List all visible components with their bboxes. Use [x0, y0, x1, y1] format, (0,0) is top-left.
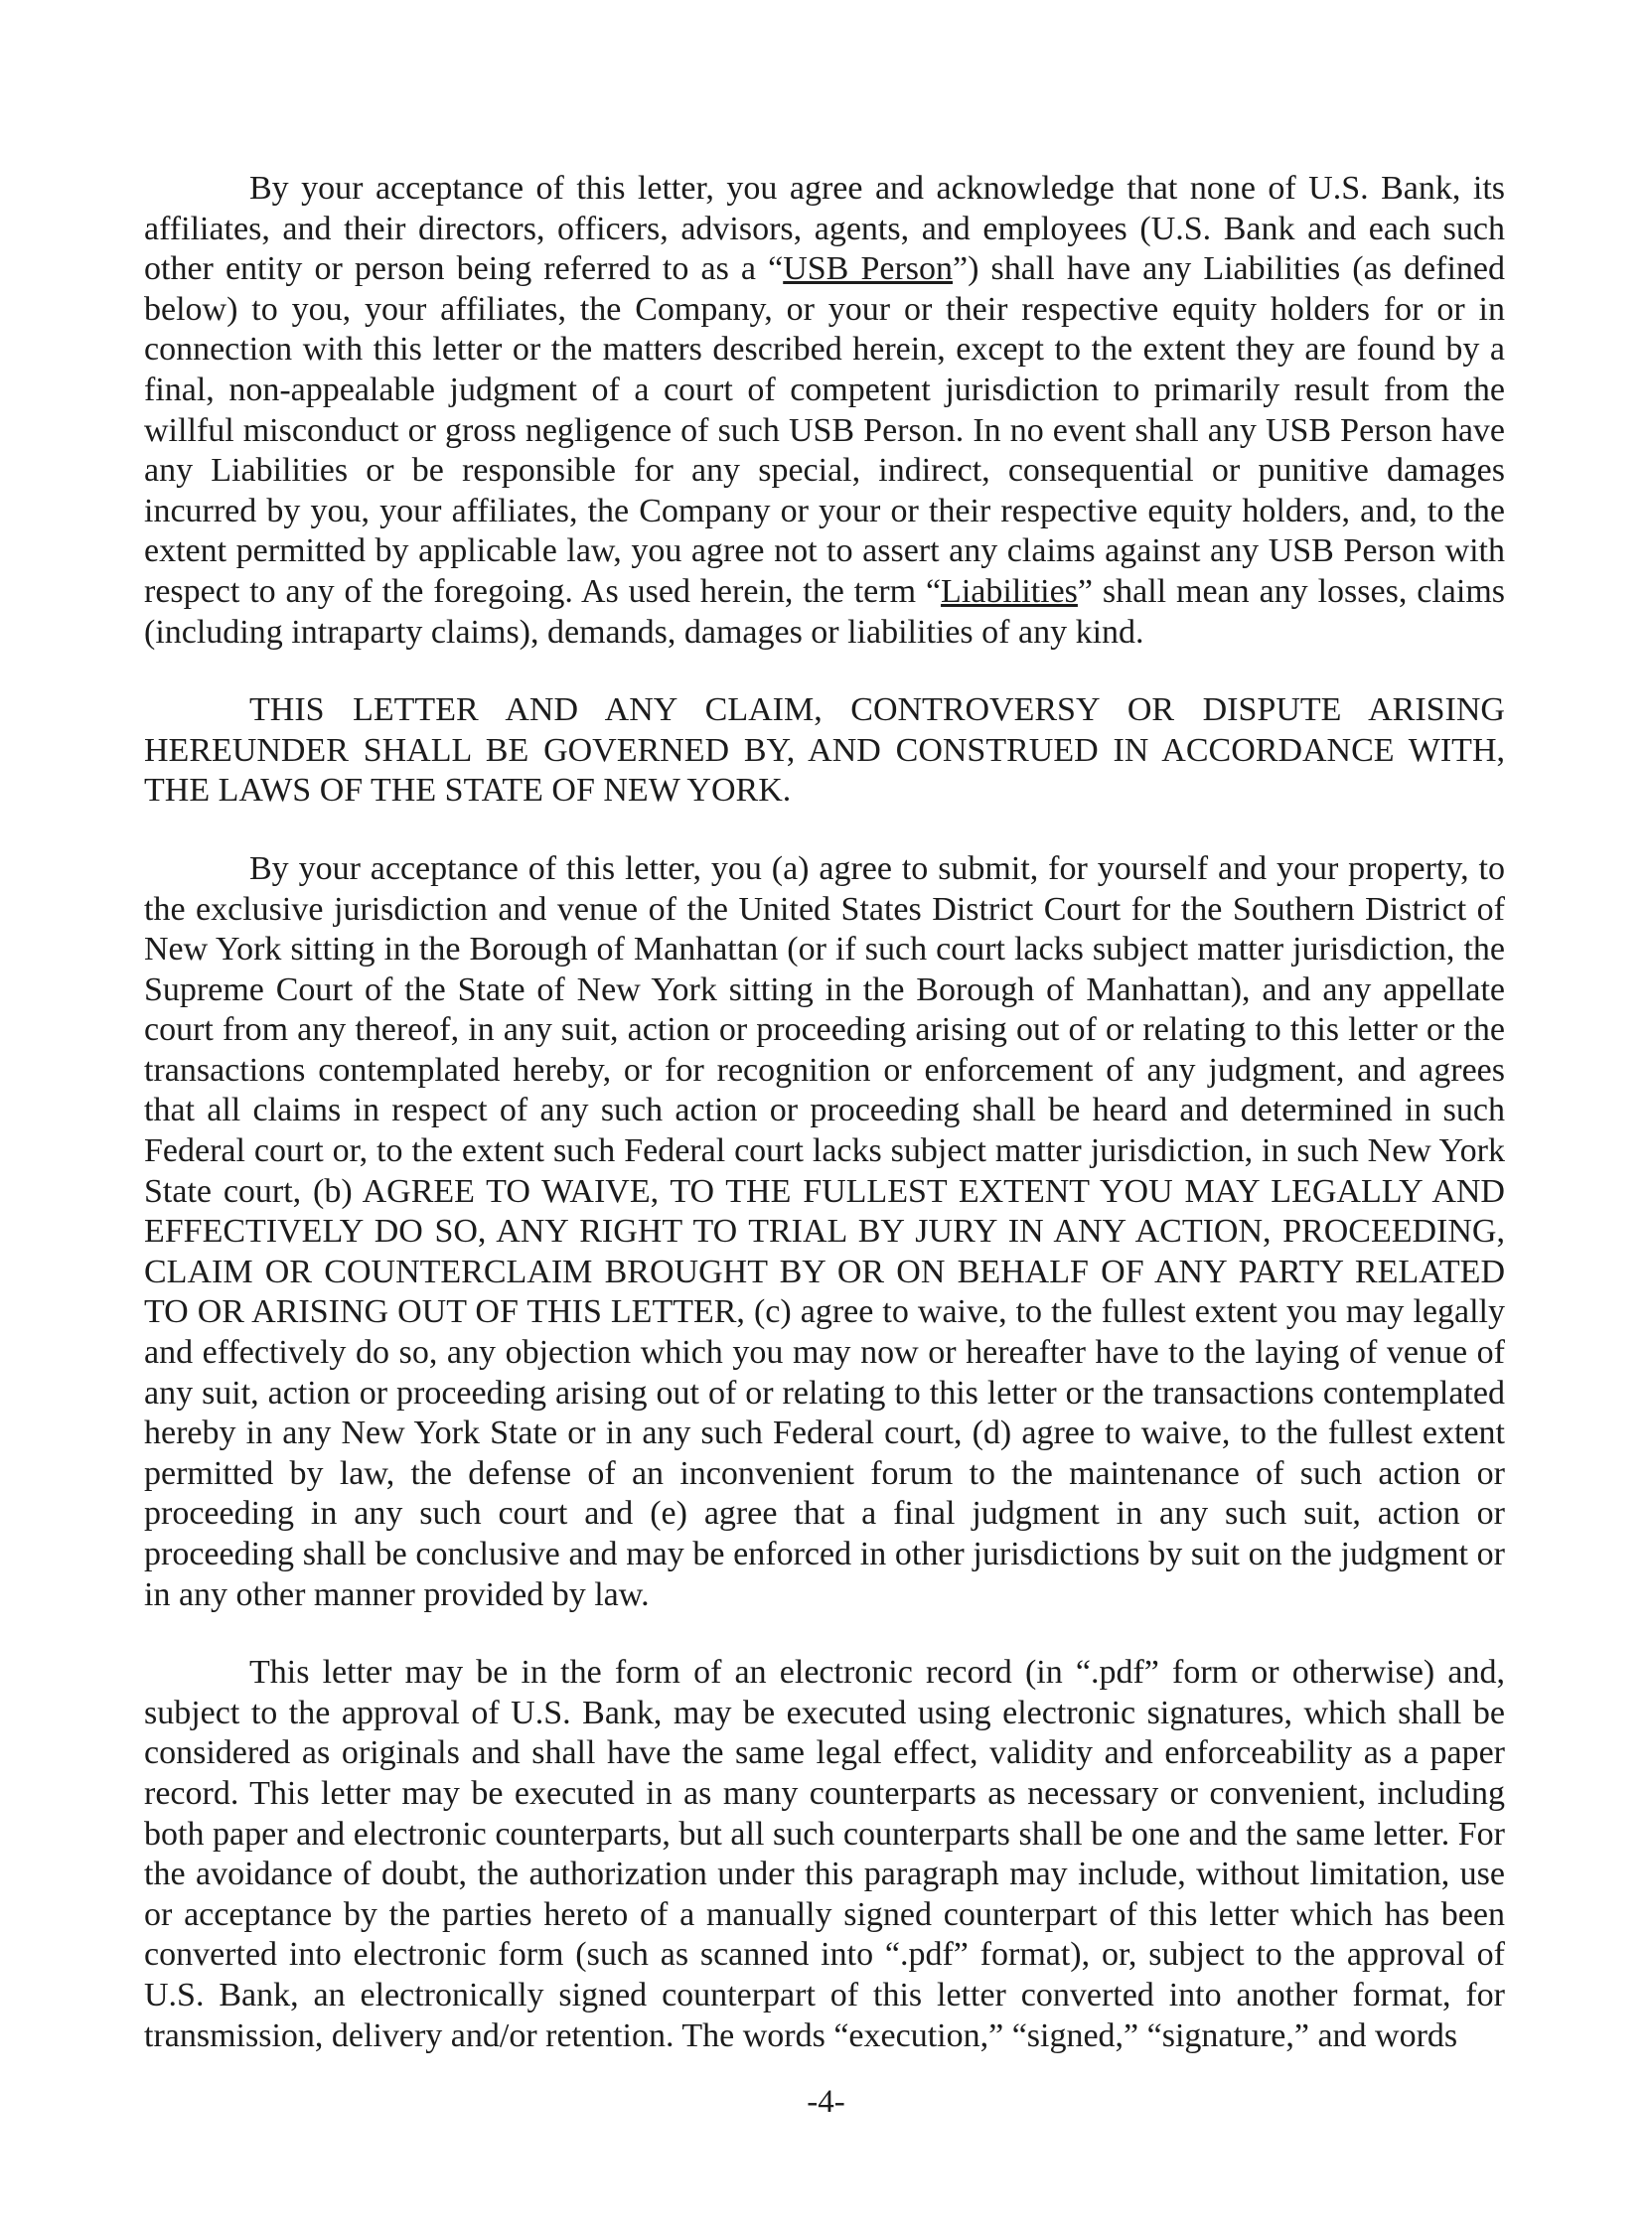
- paragraph-liability-text-b: ”) shall have any Liabilities (as defined below) to you, your affiliates, the Company, or your or their respective equity holders for or in connection with this letter or the matters described herein, except to the extent they are found by a final, non-appealable judgment of a court of competent jurisdiction to primarily result from the willful misconduct or gross negligence of such USB Person. In no event shall any USB Person have any Liabilities or be responsible for any special, indirect, consequential or punitive damages incurred by you, your affiliates, the Company or your or their respective equity holders, and, to the extent permitted by applicable law, you agree not to assert any claims against any USB Person with respect to any of the foregoing. As used herein, the term “: [144, 250, 1505, 610]
- defined-term-liabilities: Liabilities: [941, 572, 1078, 610]
- paragraph-liability-text-a: By your acceptance of this letter, you agree and acknowledge that none of U.S. Bank, its affiliates, and their directors, officers, advisors, agents, and employees (U.S. Bank and each such other entity or person being referred to as a “: [144, 170, 1505, 288]
- paragraph-governing-law: THIS LETTER AND ANY CLAIM, CONTROVERSY OR DISPUTE ARISING HEREUNDER SHALL BE GOVERNED BY, AND CONSTRUED IN ACCORDANCE WITH, THE LAWS OF THE STATE OF NEW YORK.: [144, 691, 1505, 810]
- defined-term-usb-person: USB Person: [783, 250, 954, 288]
- page-number: -4-: [807, 2084, 845, 2120]
- paragraph-electronic-record: This letter may be in the form of an electronic record (in “.pdf” form or otherwise) and, subject to the approval of U.S. Bank, may be executed using electronic signatures, which shall be considered as originals and shall have the same legal effect, validity and enforceability as a paper record. This letter may be executed in as many counterparts as necessary or convenient, including both paper and electronic counterparts, but all such counterparts shall be one and the same letter. For the avoidance of doubt, the authorization under this paragraph may include, without limitation, use or acceptance by the parties hereto of a manually signed counterpart of this letter which has been converted into electronic form (such as scanned into “.pdf” format), or, subject to the approval of U.S. Bank, an electronically signed counterpart of this letter converted into another format, for transmission, delivery and/or retention. The words “execution,” “signed,” “signature,” and words: [144, 1654, 1505, 2054]
- paragraph-jurisdiction: By your acceptance of this letter, you (a) agree to submit, for yourself and your property, to the exclusive jurisdiction and venue of the United States District Court for the Southern District of New York sitting in the Borough of Manhattan (or if such court lacks subject matter jurisdiction, the Supreme Court of the State of New York sitting in the Borough of Manhattan), and any appellate court from any thereof, in any suit, action or proceeding arising out of or relating to this letter or the transactions contemplated hereby, or for recognition or enforcement of any judgment, and agrees that all claims in respect of any such action or proceeding shall be heard and determined in such Federal court or, to the extent such Federal court lacks subject matter jurisdiction, in such New York State court, (b) AGREE TO WAIVE, TO THE FULLEST EXTENT YOU MAY LEGALLY AND EFFECTIVELY DO SO, ANY RIGHT TO TRIAL BY JURY IN ANY ACTION, PROCEEDING, CLAIM OR COUNTERCLAIM BROUGHT BY OR ON BEHALF OF ANY PARTY RELATED TO OR ARISING OUT OF THIS LETTER, (c) agree to waive, to the fullest extent you may legally and effectively do so, any objection which you may now or hereafter have to the laying of venue of any suit, action or proceeding arising out of or relating to this letter or the transactions contemplated hereby in any New York State or in any such Federal court, (d) agree to waive, to the fullest extent permitted by law, the defense of an inconvenient forum to the maintenance of such action or proceeding in any such court and (e) agree that a final judgment in any such suit, action or proceeding shall be conclusive and may be enforced in other jurisdictions by suit on the judgment or in any other manner provided by law.: [144, 849, 1505, 1613]
- document-body: [144, 169, 1505, 2056]
- paragraph-liability-text-c: ” shall mean any losses, claims (including intraparty claims), demands, damages or liabilities of any kind.: [144, 572, 1505, 651]
- paragraph-liability: [144, 169, 1505, 653]
